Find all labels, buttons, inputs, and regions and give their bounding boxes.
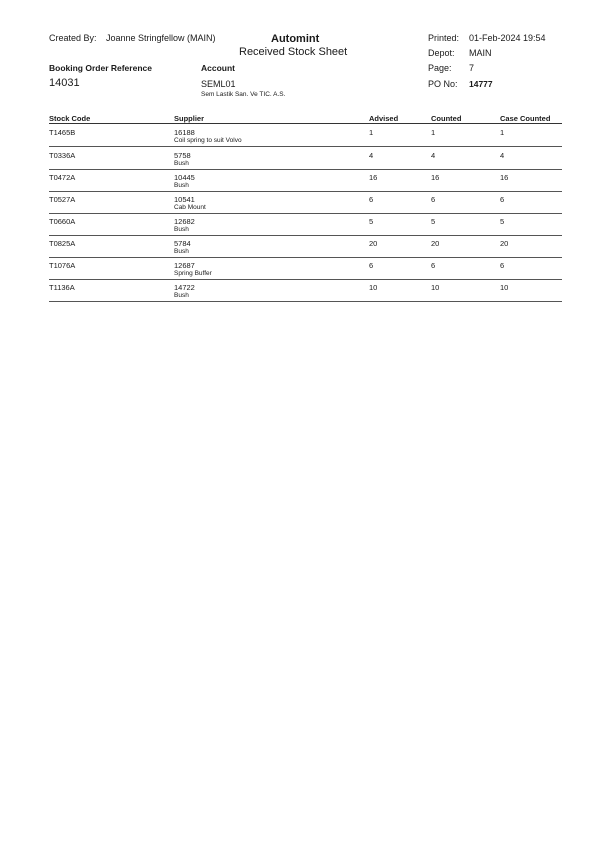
- supplier-code: 5758: [174, 151, 191, 160]
- table-row: [49, 147, 562, 170]
- stock-code: T0527A: [49, 195, 76, 204]
- case-counted-qty: 6: [500, 195, 505, 204]
- printed-value: 01-Feb-2024 19:54: [469, 33, 546, 43]
- printed-label: Printed:: [428, 33, 460, 43]
- account-code: SEML01: [201, 79, 236, 89]
- case-counted-qty: 10: [500, 283, 509, 292]
- stock-code: T1465B: [49, 128, 76, 137]
- sheet-title: Received Stock Sheet: [239, 46, 348, 58]
- table-row: [49, 124, 562, 147]
- col-advised: Advised: [369, 114, 399, 123]
- depot-label: Depot:: [428, 48, 455, 58]
- advised-qty: 5: [369, 217, 374, 226]
- advised-qty: 16: [369, 173, 378, 182]
- case-counted-qty: 4: [500, 151, 505, 160]
- depot-value: MAIN: [469, 48, 492, 58]
- po-label: PO No:: [428, 79, 458, 89]
- account-name: Sem Lastik San. Ve TIC. A.S.: [201, 91, 286, 98]
- booking-ref-label: Booking Order Reference: [49, 63, 152, 73]
- supplier-code: 10541: [174, 195, 195, 204]
- item-description: Spring Buffer: [174, 270, 212, 277]
- col-counted: Counted: [431, 114, 462, 123]
- stock-code: T0336A: [49, 151, 76, 160]
- po-number: 14777: [469, 79, 493, 89]
- col-supplier: Supplier: [174, 114, 205, 123]
- booking-ref-value: 14031: [49, 77, 80, 89]
- col-stock-code: Stock Code: [49, 114, 91, 123]
- counted-qty: 6: [431, 261, 436, 270]
- advised-qty: 20: [369, 239, 378, 248]
- stock-code: T0472A: [49, 173, 76, 182]
- company-name: Automint: [271, 33, 320, 45]
- case-counted-qty: 20: [500, 239, 509, 248]
- created-by-label: Created By:: [49, 33, 97, 43]
- advised-qty: 10: [369, 283, 378, 292]
- stock-code: T0660A: [49, 217, 76, 226]
- table-row: [49, 169, 562, 192]
- supplier-code: 5784: [174, 239, 191, 248]
- supplier-code: 10445: [174, 173, 195, 182]
- item-description: Bush: [174, 226, 189, 233]
- item-description: Bush: [174, 160, 189, 167]
- stock-code: T0825A: [49, 239, 76, 248]
- item-description: Bush: [174, 182, 189, 189]
- created-by-value: Joanne Stringfellow (MAIN): [106, 33, 216, 43]
- counted-qty: 4: [431, 151, 436, 160]
- counted-qty: 5: [431, 217, 436, 226]
- supplier-code: 14722: [174, 283, 195, 292]
- table-row: [49, 213, 562, 236]
- table-row: [49, 235, 562, 258]
- account-label: Account: [201, 63, 235, 73]
- stock-code: T1076A: [49, 261, 76, 270]
- counted-qty: 1: [431, 128, 436, 137]
- advised-qty: 6: [369, 261, 374, 270]
- counted-qty: 16: [431, 173, 440, 182]
- case-counted-qty: 6: [500, 261, 505, 270]
- advised-qty: 1: [369, 128, 374, 137]
- case-counted-qty: 1: [500, 128, 505, 137]
- table-row: [49, 191, 562, 214]
- advised-qty: 6: [369, 195, 374, 204]
- col-case-counted: Case Counted: [500, 114, 551, 123]
- item-description: Cab Mount: [174, 204, 206, 211]
- counted-qty: 20: [431, 239, 440, 248]
- counted-qty: 10: [431, 283, 440, 292]
- supplier-code: 12682: [174, 217, 195, 226]
- case-counted-qty: 5: [500, 217, 505, 226]
- table-row: [49, 257, 562, 280]
- case-counted-qty: 16: [500, 173, 509, 182]
- item-description: Bush: [174, 292, 189, 299]
- stock-code: T1136A: [49, 283, 75, 292]
- page-label: Page:: [428, 63, 452, 73]
- item-description: Bush: [174, 248, 189, 255]
- advised-qty: 4: [369, 151, 374, 160]
- item-description: Coil spring to suit Volvo: [174, 137, 242, 144]
- counted-qty: 6: [431, 195, 436, 204]
- table-row: [49, 279, 562, 302]
- supplier-code: 12687: [174, 261, 195, 270]
- supplier-code: 16188: [174, 128, 195, 137]
- page-number: 7: [469, 63, 475, 73]
